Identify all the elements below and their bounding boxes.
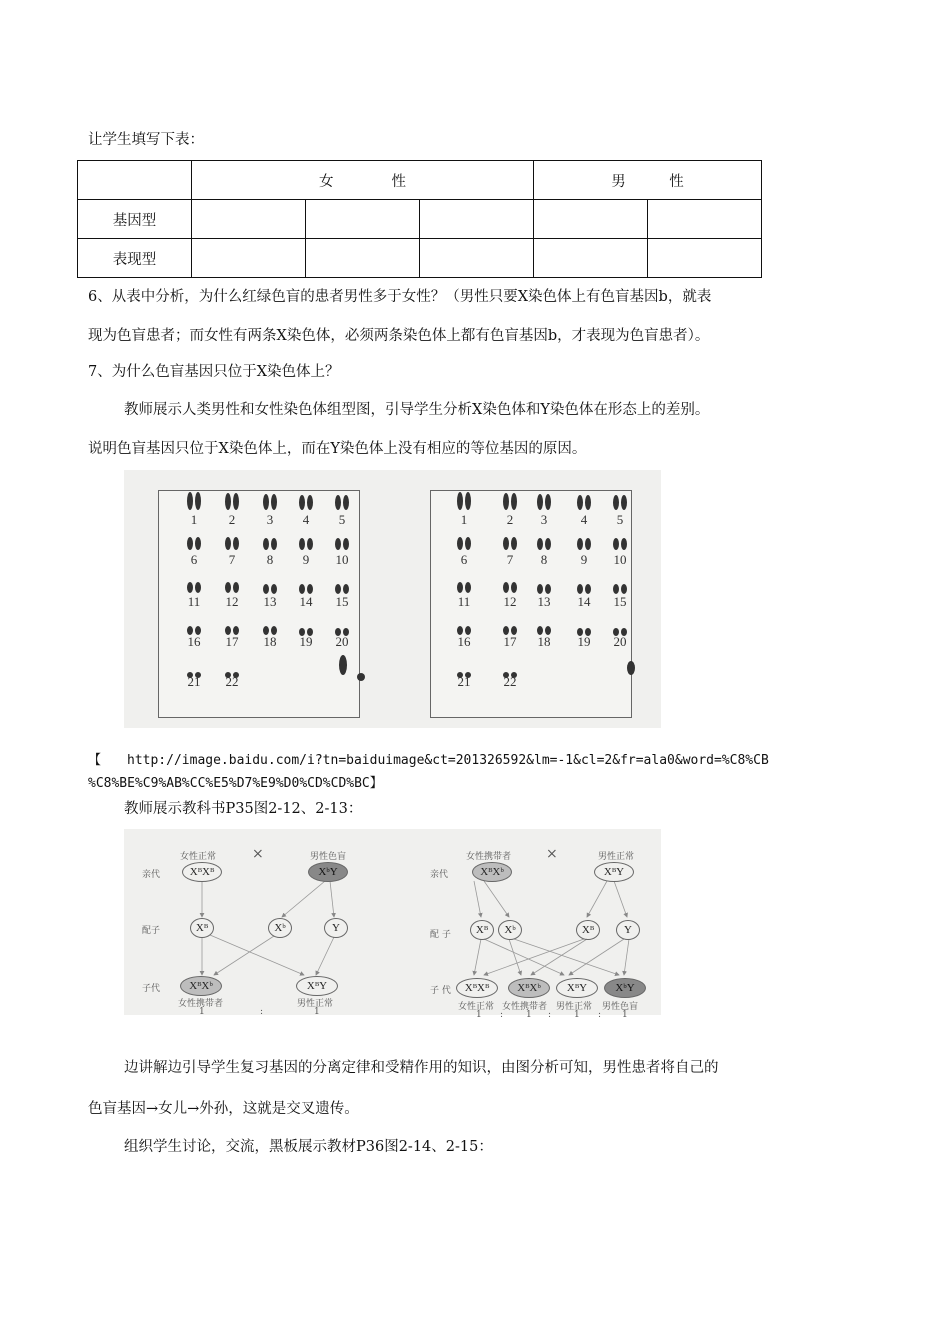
chromosome-pair xyxy=(261,494,279,514)
chromosome-number: 2 xyxy=(506,512,514,527)
question-6-line2: 现为色盲患者；而女性有两条X染色体，必须两条染色体上都有色盲基因b，才表现为色盲患者）。 xyxy=(88,328,710,344)
table-cell[interactable] xyxy=(192,200,306,239)
sex-chromosome xyxy=(354,669,368,685)
paragraph-textbook-figure: 教师展示教科书P35图2-12、2-13： xyxy=(124,801,363,817)
chromosome-number: 3 xyxy=(540,512,548,527)
table-cell[interactable] xyxy=(534,200,648,239)
right-ratio-1: 1 xyxy=(476,1010,482,1020)
paragraph-explanation: 说明色盲基因只位于X染色体上，而在Y染色体上没有相应的等位基因的原因。 xyxy=(88,441,587,457)
right-child-2: XᴮXᵇ xyxy=(508,978,550,998)
chromosome-number: 4 xyxy=(302,512,310,527)
right-ratio-sep: : xyxy=(500,1010,504,1020)
right-row-label-parent: 亲代 xyxy=(430,870,449,880)
chromosome-number: 6 xyxy=(190,552,198,567)
chromosome-number: 16 xyxy=(187,634,201,649)
right-child-3-label: 男性正常 xyxy=(556,1002,593,1012)
chromosome-number: 13 xyxy=(263,594,277,609)
chromosome-number: 10 xyxy=(613,552,627,567)
chromosome-number: 9 xyxy=(580,552,588,567)
chromosome-number: 18 xyxy=(263,634,277,649)
chromosome-number: 2 xyxy=(228,512,236,527)
right-gamete-1: Xᴮ xyxy=(470,920,494,940)
right-gamete-4: Y xyxy=(616,920,640,940)
chromosome-number: 12 xyxy=(503,594,517,609)
left-ratio-1: 1 xyxy=(199,1007,205,1017)
right-row-label-child: 子 代 xyxy=(430,986,451,996)
left-gamete-1: Xᴮ xyxy=(190,918,214,938)
chromosome-number: 14 xyxy=(577,594,591,609)
intro-text: 让学生填写下表： xyxy=(88,132,204,148)
chromosome-number: 20 xyxy=(613,634,627,649)
paragraph-karyotype-intro: 教师展示人类男性和女性染色体组型图，引导学生分析X染色体和Y染色体在形态上的差别。 xyxy=(124,402,710,418)
chromosome-number: 21 xyxy=(457,674,471,689)
right-child-1: XᴮXᴮ xyxy=(456,978,498,998)
chromosome-number: 15 xyxy=(335,594,349,609)
right-ratio-3: 1 xyxy=(574,1010,580,1020)
right-cross-symbol: × xyxy=(546,846,558,862)
chromosome-number: 19 xyxy=(299,634,313,649)
left-ratio-2: 1 xyxy=(314,1007,320,1017)
karyotype-figure xyxy=(124,470,661,728)
left-mother-label: 女性正常 xyxy=(180,852,217,862)
chromosome-number: 11 xyxy=(187,594,201,609)
chromosome-number: 20 xyxy=(335,634,349,649)
left-mother-genotype: XᴮXᴮ xyxy=(182,862,222,882)
right-row-label-gamete: 配 子 xyxy=(430,930,451,940)
chromosome-number: 1 xyxy=(190,512,198,527)
chromosome-number: 18 xyxy=(537,634,551,649)
genotype-label: 基因型 xyxy=(78,200,192,239)
paragraph-cross-inheritance-2: 色盲基因→女儿→外孙，这就是交叉遗传。 xyxy=(88,1101,359,1117)
sex-chromosome xyxy=(336,655,350,679)
chromosome-number: 8 xyxy=(540,552,548,567)
sex-chromosome xyxy=(624,661,638,679)
chromosome-number: 3 xyxy=(266,512,274,527)
left-child-2: XᴮY xyxy=(296,976,338,996)
chromosome-number: 14 xyxy=(299,594,313,609)
chromosome-number: 8 xyxy=(266,552,274,567)
table-cell[interactable] xyxy=(306,200,420,239)
table-cell[interactable] xyxy=(648,200,762,239)
chromosome-number: 4 xyxy=(580,512,588,527)
fill-in-table xyxy=(77,160,762,278)
chromosome-pair xyxy=(501,493,519,514)
right-child-4-label: 男性色盲 xyxy=(602,1002,639,1012)
left-ratio-sep: : xyxy=(260,1007,264,1017)
chromosome-pair xyxy=(455,492,473,514)
table-cell[interactable] xyxy=(192,239,306,278)
chromosome-number: 15 xyxy=(613,594,627,609)
table-cell[interactable] xyxy=(648,239,762,278)
right-father-label: 男性正常 xyxy=(598,852,635,862)
table-cell[interactable] xyxy=(306,239,420,278)
chromosome-number: 1 xyxy=(460,512,468,527)
table-cell[interactable] xyxy=(420,239,534,278)
question-6-line1: 6、从表中分析，为什么红绿色盲的患者男性多于女性？（男性只要X染色体上有色盲基因b，就表 xyxy=(88,289,712,305)
right-child-1-label: 女性正常 xyxy=(458,1002,495,1012)
chromosome-pair xyxy=(185,492,203,514)
question-7: 7、为什么色盲基因只位于X染色体上？ xyxy=(88,364,340,380)
right-child-4: XᵇY xyxy=(604,978,646,998)
chromosome-number: 7 xyxy=(506,552,514,567)
chromosome-number: 17 xyxy=(503,634,517,649)
source-url-line1[interactable]: 【 http://image.baidu.com/i?tn=baiduimage&ct=201326592&lm=-1&cl=2&fr=ala0&word=%C8%CB xyxy=(88,753,769,768)
right-mother-genotype: XᴮXᵇ xyxy=(472,862,512,882)
chromosome-number: 6 xyxy=(460,552,468,567)
right-ratio-sep: : xyxy=(548,1010,552,1020)
right-mother-label: 女性携带者 xyxy=(466,852,512,862)
chromosome-number: 16 xyxy=(457,634,471,649)
source-url-line2[interactable]: %C8%BE%C9%AB%CC%E5%D7%E9%D0%CD%CD%BC】 xyxy=(88,776,383,791)
row-label-gamete: 配子 xyxy=(142,926,161,936)
chromosome-number: 10 xyxy=(335,552,349,567)
table-cell[interactable] xyxy=(420,200,534,239)
inheritance-diagram xyxy=(124,829,661,1020)
chromosome-number: 5 xyxy=(338,512,346,527)
left-child-2-label: 男性正常 xyxy=(297,999,334,1009)
left-cross-symbol: × xyxy=(252,846,264,862)
row-label-parent: 亲代 xyxy=(142,870,161,880)
chromosome-number: 11 xyxy=(457,594,471,609)
left-gamete-2: Xᵇ xyxy=(268,918,292,938)
right-gamete-2: Xᵇ xyxy=(498,920,522,940)
right-child-2-label: 女性携带者 xyxy=(502,1002,548,1012)
chromosome-number: 12 xyxy=(225,594,239,609)
right-ratio-4: 1 xyxy=(622,1010,628,1020)
right-ratio-2: 1 xyxy=(526,1010,532,1020)
left-father-label: 男性色盲 xyxy=(310,852,347,862)
left-child-1-label: 女性携带者 xyxy=(178,999,224,1009)
left-father-genotype: XᵇY xyxy=(308,862,348,882)
right-ratio-sep: : xyxy=(598,1010,602,1020)
paragraph-discussion: 组织学生讨论，交流，黑板展示教材P36图2-14、2-15： xyxy=(124,1139,493,1155)
chromosome-number: 9 xyxy=(302,552,310,567)
phenotype-label: 表现型 xyxy=(78,239,192,278)
row-label-child: 子代 xyxy=(142,984,161,994)
chromosome-number: 22 xyxy=(225,674,239,689)
right-gamete-3: Xᴮ xyxy=(576,920,600,940)
left-child-1: XᴮXᵇ xyxy=(180,976,222,996)
male-header: 男 性 xyxy=(534,161,762,200)
chromosome-pair xyxy=(223,493,241,514)
chromosome-number: 22 xyxy=(503,674,517,689)
left-gamete-3: Y xyxy=(324,918,348,938)
chromosome-number: 21 xyxy=(187,674,201,689)
female-header: 女 性 xyxy=(192,161,534,200)
chromosome-number: 17 xyxy=(225,634,239,649)
chromosome-number: 7 xyxy=(228,552,236,567)
chromosome-number: 5 xyxy=(616,512,624,527)
chromosome-pair xyxy=(535,494,553,514)
right-child-3: XᴮY xyxy=(556,978,598,998)
chromosome-number: 19 xyxy=(577,634,591,649)
table-cell[interactable] xyxy=(534,239,648,278)
paragraph-cross-inheritance-1: 边讲解边引导学生复习基因的分离定律和受精作用的知识，由图分析可知，男性患者将自己的 xyxy=(124,1060,719,1076)
right-father-genotype: XᴮY xyxy=(594,862,634,882)
chromosome-number: 13 xyxy=(537,594,551,609)
